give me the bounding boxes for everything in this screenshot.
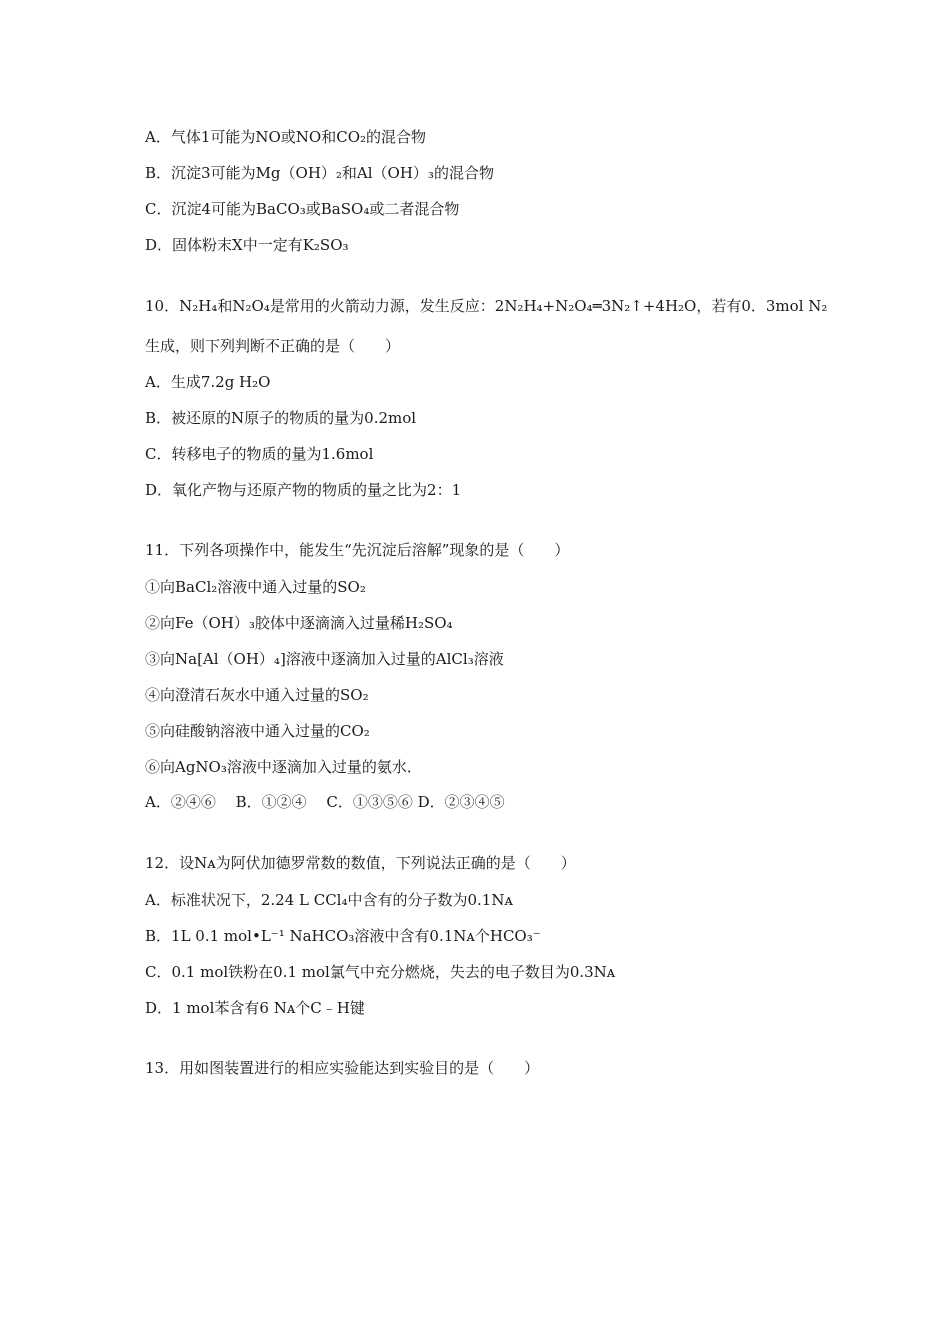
q9-option-a: A．气体1可能为NO或NO和CO₂的混合物 [145, 128, 427, 146]
q10-option-b: B．被还原的N原子的物质的量为0.2mol [145, 409, 417, 427]
q10-stem-line2: 生成，则下列判断不正确的是（ ） [145, 337, 401, 355]
q10-option-c: C．转移电子的物质的量为1.6mol [145, 445, 374, 463]
q12-option-d: D．1 mol苯含有6 Nᴀ个C﹣H键 [145, 999, 365, 1017]
q10-option-d: D．氧化产物与还原产物的物质的量之比为2：1 [145, 481, 462, 499]
q11-item-4: ④向澄清石灰水中通入过量的SO₂ [145, 686, 369, 704]
q9-option-d: D．固体粉末X中一定有K₂SO₃ [145, 236, 349, 254]
q12-option-b: B．1L 0.1 mol•L⁻¹ NaHCO₃溶液中含有0.1Nᴀ个HCO₃⁻ [145, 927, 541, 945]
q11-item-2: ②向Fe（OH）₃胶体中逐滴滴入过量稀H₂SO₄ [145, 614, 453, 632]
q11-item-5: ⑤向硅酸钠溶液中通入过量的CO₂ [145, 722, 370, 740]
q11-item-1: ①向BaCl₂溶液中通入过量的SO₂ [145, 578, 366, 596]
q12-option-a: A．标准状况下，2.24 L CCl₄中含有的分子数为0.1Nᴀ [145, 891, 513, 909]
q13-stem: 13．用如图装置进行的相应实验能达到实验目的是（ ） [145, 1059, 540, 1077]
q9-option-b: B．沉淀3可能为Mg（OH）₂和Al（OH）₃的混合物 [145, 164, 494, 182]
q11-stem: 11．下列各项操作中，能发生“先沉淀后溶解”现象的是（ ） [145, 541, 570, 559]
q12-option-c: C．0.1 mol铁粉在0.1 mol氯气中充分燃烧，失去的电子数目为0.3Nᴀ [145, 963, 616, 981]
q11-item-3: ③向Na[Al（OH）₄]溶液中逐滴加入过量的AlCl₃溶液 [145, 650, 504, 668]
q10-option-a: A．生成7.2g H₂O [145, 373, 271, 391]
q11-item-6: ⑥向AgNO₃溶液中逐滴加入过量的氨水． [145, 758, 422, 776]
q9-option-c: C．沉淀4可能为BaCO₃或BaSO₄或二者混合物 [145, 200, 460, 218]
q11-options: A．②④⑥ B．①②④ C．①③⑤⑥ D．②③④⑤ [145, 793, 505, 811]
q12-stem: 12．设Nᴀ为阿伏加德罗常数的数值，下列说法正确的是（ ） [145, 854, 576, 872]
q10-stem-line1: 10．N₂H₄和N₂O₄是常用的火箭动力源，发生反应：2N₂H₄+N₂O₄═3N₂↑+4H₂O，若有0．3mol N₂ [145, 297, 828, 315]
